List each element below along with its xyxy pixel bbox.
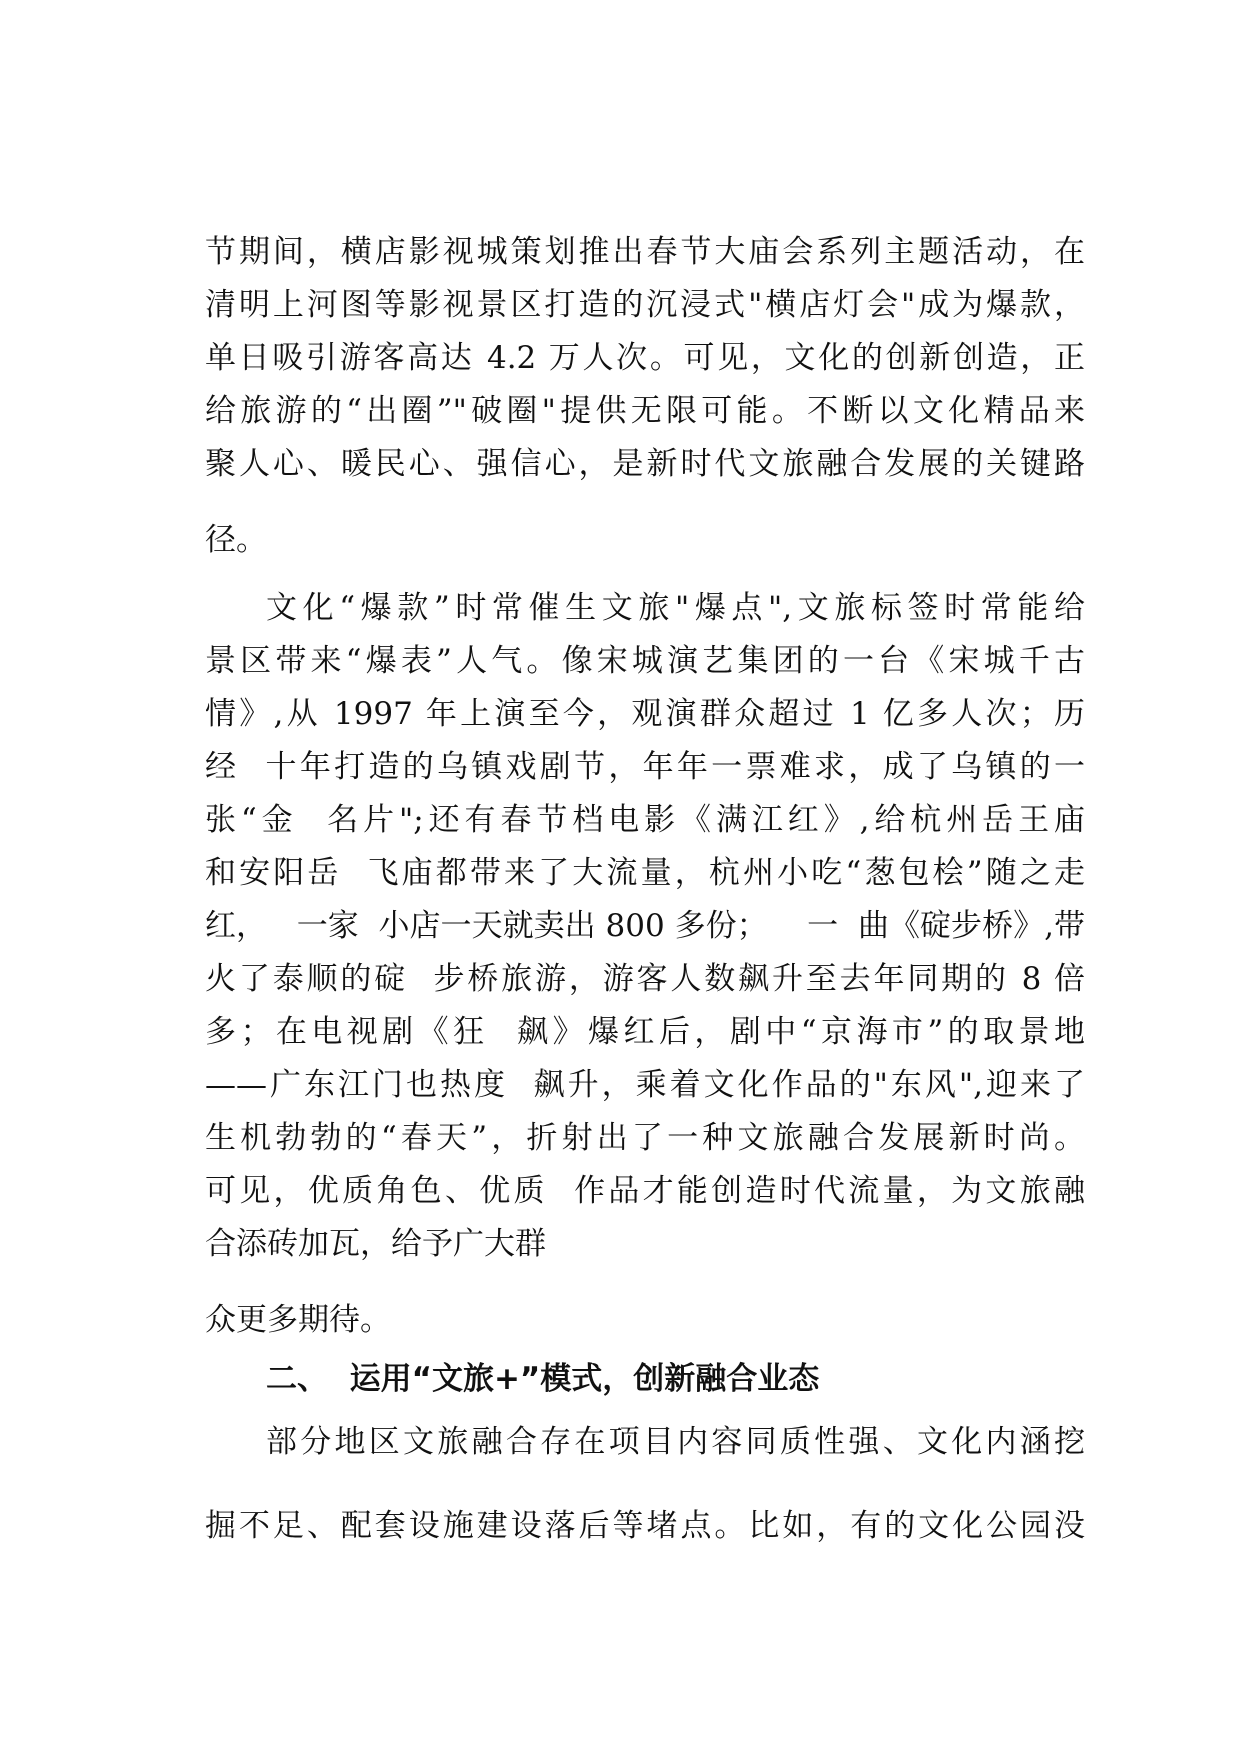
section-heading: 二、 运用“文旅+”模式，创新融合业态 <box>266 1361 820 1397</box>
paragraph-line: 情》,从 1997 年上演至今，观演群众超过 1 亿多人次；历 <box>205 696 1085 732</box>
paragraph-line: 和安阳岳 飞庙都带来了大流量，杭州小吃“葱包桧”随之走 <box>205 855 1085 891</box>
paragraph-line: 景区带来“爆表”人气。像宋城演艺集团的一台《宋城千古 <box>205 643 1085 679</box>
paragraph-line: 经 十年打造的乌镇戏剧节，年年一票难求，成了乌镇的一 <box>205 749 1085 785</box>
paragraph-line: 聚人心、暖民心、强信心，是新时代文旅融合发展的关键路 <box>205 446 1085 482</box>
paragraph-line: 节期间，横店影视城策划推出春节大庙会系列主题活动，在 <box>205 234 1085 270</box>
paragraph-line: 给旅游的“出圈”"破圈"提供无限可能。不断以文化精品来 <box>205 393 1085 429</box>
paragraph-line: 张“金 名片";还有春节档电影《满江红》,给杭州岳王庙 <box>205 802 1085 838</box>
paragraph-line: 径。 <box>205 522 267 558</box>
paragraph-line: 生机勃勃的“春天”，折射出了一种文旅融合发展新时尚。 <box>205 1120 1085 1156</box>
paragraph-line: 掘不足、配套设施建设落后等堵点。比如，有的文化公园没 <box>205 1508 1085 1544</box>
paragraph-line: 可见，优质角色、优质 作品才能创造时代流量，为文旅融 <box>205 1173 1085 1209</box>
paragraph-line: 部分地区文旅融合存在项目内容同质性强、文化内涵挖 <box>266 1424 1085 1460</box>
paragraph-line: 文化“爆款”时常催生文旅"爆点",文旅标签时常能给 <box>266 590 1085 626</box>
paragraph-line: 众更多期待。 <box>205 1302 391 1338</box>
paragraph-line: 合添砖加瓦，给予广大群 <box>205 1226 546 1262</box>
paragraph-line: 清明上河图等影视景区打造的沉浸式"横店灯会"成为爆款， <box>205 287 1085 323</box>
paragraph-line: ——广东江门也热度 飙升，乘着文化作品的"东风",迎来了 <box>205 1067 1085 1103</box>
paragraph-line: 单日吸引游客高达 4.2 万人次。可见，文化的创新创造，正 <box>205 340 1085 376</box>
paragraph-line: 火了泰顺的碇 步桥旅游，游客人数飙升至去年同期的 8 倍 <box>205 961 1085 997</box>
paragraph-line: 红， 一家 小店一天就卖出 800 多份； 一 曲《碇步桥》,带 <box>205 908 1085 944</box>
paragraph-line: 多；在电视剧《狂 飙》爆红后，剧中“京海市”的取景地 <box>205 1014 1085 1050</box>
